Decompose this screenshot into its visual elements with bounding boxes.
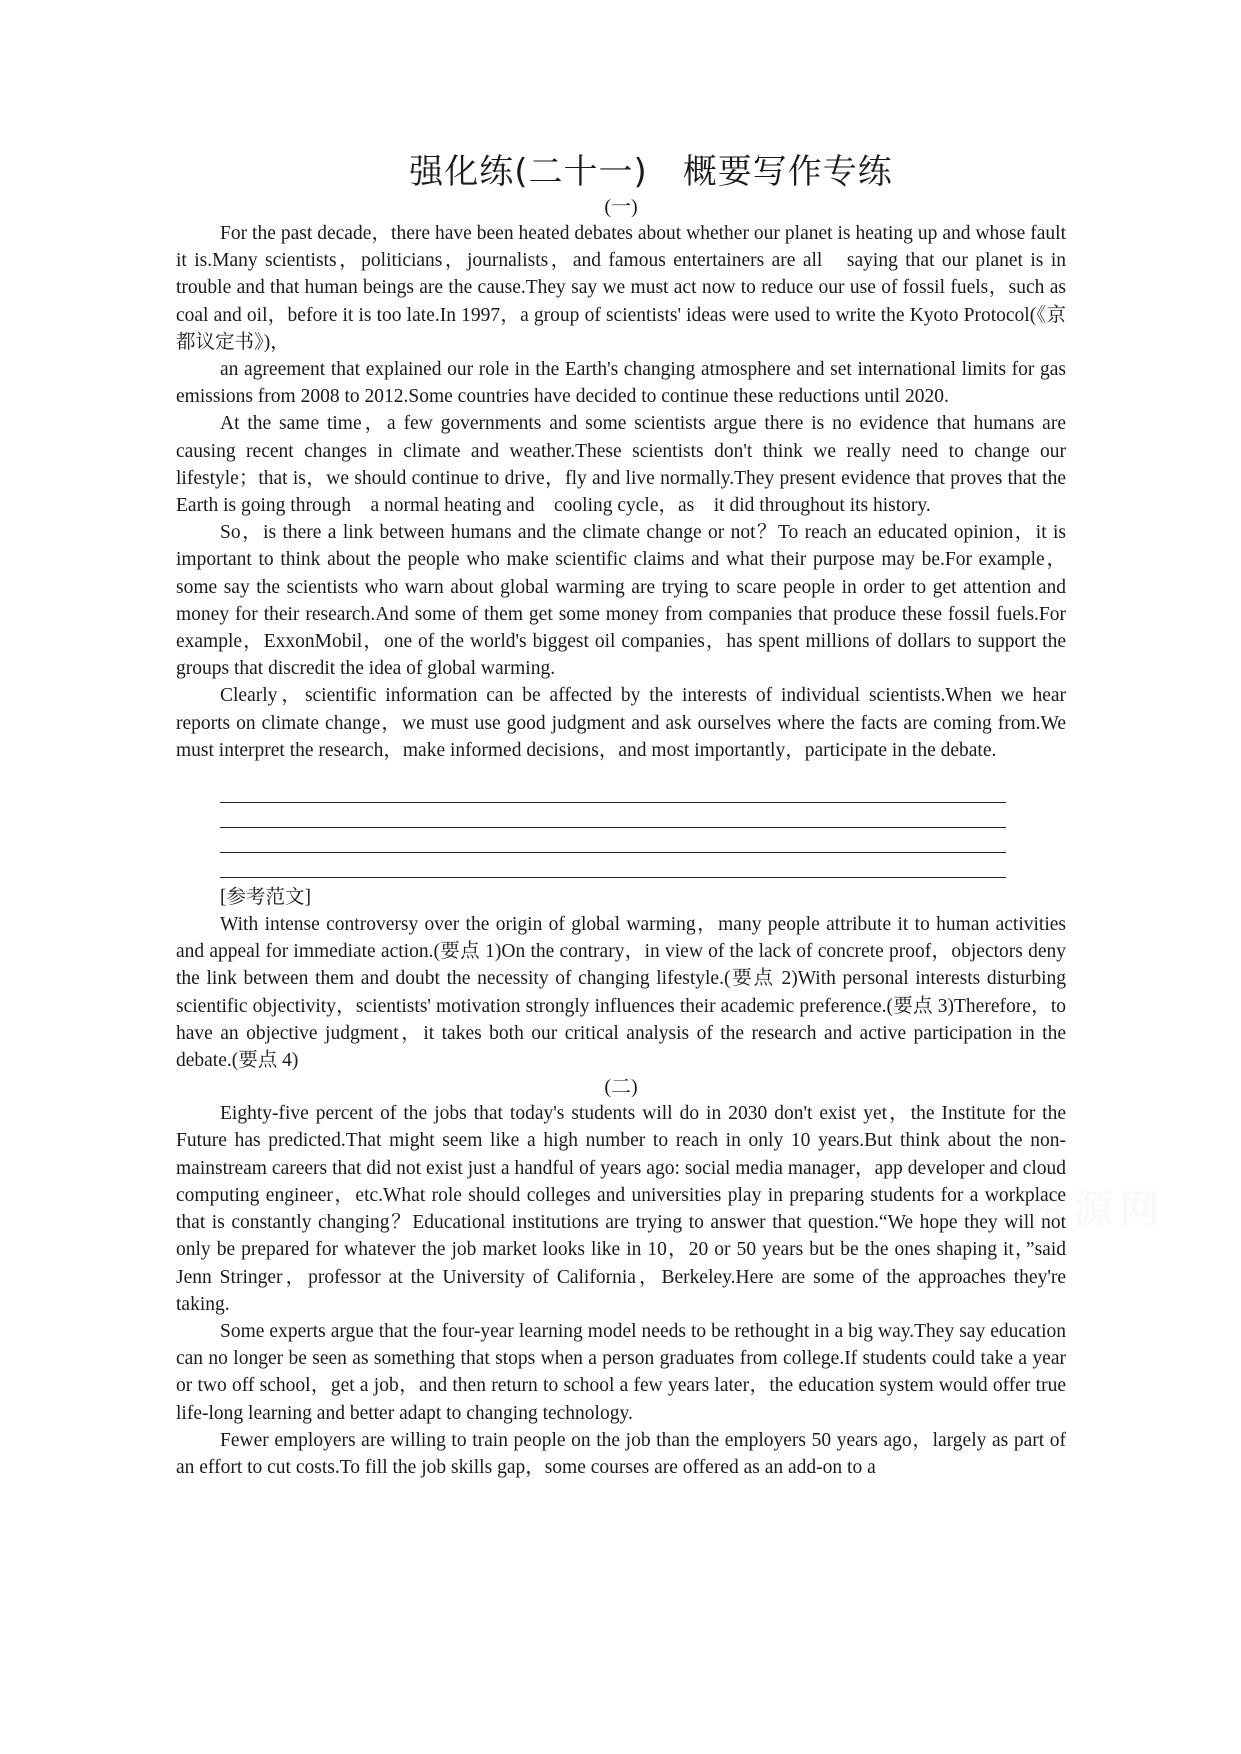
section-2-paragraph-1: Eighty-five percent of the jobs that today's students will do in 2030 don't exist yet，the Institute for the Future has predicted.That might seem like a high number to reach in only 10 years.But think about the non-mainstream careers that did not exist just a handful of years ago: social media manager，app developer and cloud computing engineer，etc.What role should colleges and universities play in preparing students for a workplace that is constantly changing？Educational institutions are trying to answer that question.“We hope they will not only be prepared for whatever the job market looks like in 10，20 or 50 years but be the ones shaping it，”said Jenn Stringer，professor at the University of California，Berkeley.Here are some of the approaches they're taking. xyxy=(176,1103,1066,1315)
reference-label: [参考范文] xyxy=(220,887,311,909)
watermark xyxy=(935,1178,1165,1235)
section-1-paragraph-5: Clearly，scientific information can be affected by the interests of individual scientists.When we hear reports on climate change，we must use good judgment and ask ourselves where the facts are coming from.We must interpret the research，make informed decisions，and most importantly，participate in the debate. xyxy=(176,685,1066,761)
section-2-paragraph-2: Some experts argue that the four-year learning model needs to be rethought in a big way.They say education can no longer be seen as something that stops when a person graduates from college.If students could take a year or two off school，get a job，and then return to school a few years later，the education system would offer true life-long learning and better adapt to changing technology. xyxy=(176,1320,1066,1424)
answer-line xyxy=(220,828,1006,853)
answer-line xyxy=(220,778,1006,803)
section-2-mark: (二) xyxy=(604,1076,638,1099)
answer-line xyxy=(220,803,1006,828)
reference-answer-text: With intense controversy over the origin of global warming，many people attribute it to human activities and appeal for immediate action.(要点 1)On the contrary，in view of the lack of concrete proof，objectors deny the link between them and doubt the necessity of changing lifestyle.(要点 2)With personal interests disturbing scientific objectivity，scientists' motivation strongly influences their academic preference.(要点 3)Therefore，to have an objective judgment，it takes both our critical analysis of the research and active participation in the debate.(要点 4) xyxy=(176,914,1066,1072)
section-1-paragraph-4: So，is there a link between humans and the climate change or not？To reach an educated opinion，it is important to think about the people who make scientific claims and what their purpose may be.For example，some say the scientists who warn about global warming are trying to scare people in order to get attention and money for their research.And some of them get some money from companies that produce these fossil fuels.For example，ExxonMobil，one of the world's biggest oil companies，has spent millions of dollars to support the groups that discredit the idea of global warming. xyxy=(176,522,1066,680)
answer-line xyxy=(220,853,1006,878)
section-2-paragraph-3: Fewer employers are willing to train people on the job than the employers 50 years ago，largely as part of an effort to cut costs.To fill the job skills gap，some courses are offered as an add-on to a xyxy=(176,1429,1066,1478)
section-1-mark: (一) xyxy=(604,196,638,218)
section-1-paragraph-2: an agreement that explained our role in the Earth's changing atmosphere and set international limits for gas emissions from 2008 to 2012.Some countries have decided to continue these reductions until 2020. xyxy=(176,359,1066,408)
page-title: 强化练(二十一) 概要写作专练 xyxy=(409,152,893,192)
answer-writing-lines xyxy=(220,778,1006,878)
section-1-paragraph-1: For the past decade，there have been heated debates about whether our planet is heating up and whose fault it is.Many scientists，politicians，journalists，and famous entertainers are all saying that our planet is in trouble and that human beings are the cause.They say we must act now to reduce our use of fossil fuels，such as coal and oil，before it is too late.In 1997，a group of scientists' ideas were used to write the Kyoto Protocol(《京都议定书》)， xyxy=(176,223,1066,353)
document-page xyxy=(176,150,1066,1481)
section-1-paragraph-3: At the same time，a few governments and some scientists argue there is no evidence that humans are causing recent changes in climate and weather.These scientists don't think we really need to change our lifestyle；that is，we should continue to drive，fly and live normally.They present evidence that proves that the Earth is going through a normal heating and cooling cycle，as it did throughout its history. xyxy=(176,413,1066,517)
